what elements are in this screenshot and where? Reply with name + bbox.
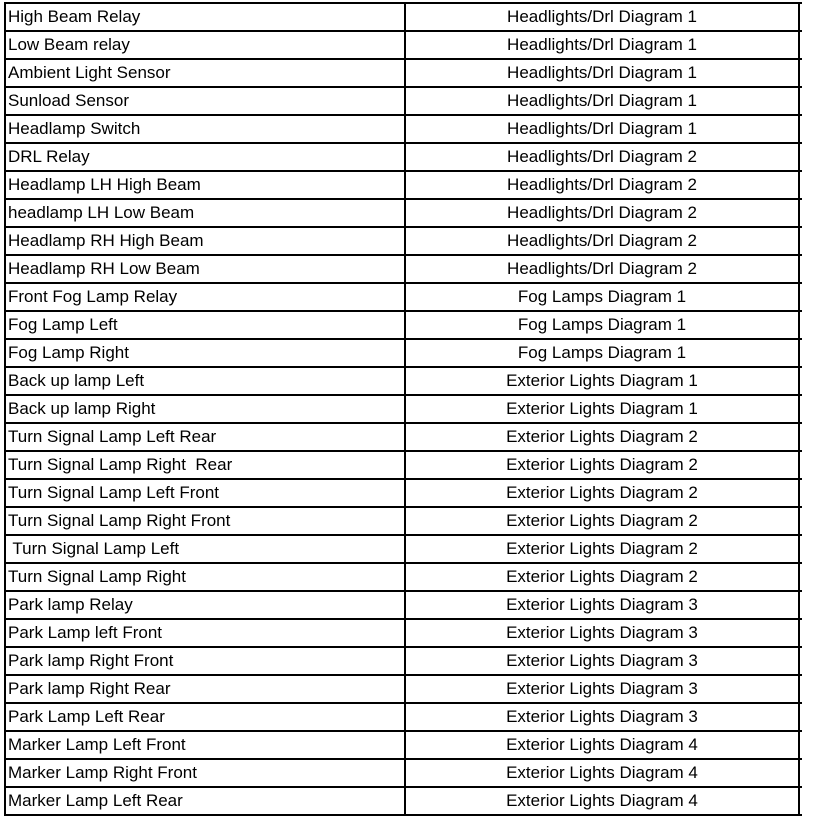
table-row xyxy=(6,228,802,256)
component-cell: headlamp LH Low Beam xyxy=(6,200,406,226)
component-cell: Headlamp LH High Beam xyxy=(6,172,406,198)
diagram-cell: Exterior Lights Diagram 4 xyxy=(406,732,800,758)
diagram-cell: Headlights/Drl Diagram 1 xyxy=(406,116,800,142)
diagram-cell: Exterior Lights Diagram 2 xyxy=(406,536,800,562)
diagram-cell: Exterior Lights Diagram 2 xyxy=(406,424,800,450)
table-row xyxy=(6,704,802,732)
component-cell: DRL Relay xyxy=(6,144,406,170)
diagram-cell: Exterior Lights Diagram 2 xyxy=(406,508,800,534)
diagram-cell: Exterior Lights Diagram 3 xyxy=(406,592,800,618)
diagram-cell: Fog Lamps Diagram 1 xyxy=(406,340,800,366)
diagram-cell: Headlights/Drl Diagram 1 xyxy=(406,60,800,86)
table-row xyxy=(6,536,802,564)
component-cell: Turn Signal Lamp Right xyxy=(6,564,406,590)
component-cell: Low Beam relay xyxy=(6,32,406,58)
diagram-cell: Exterior Lights Diagram 3 xyxy=(406,676,800,702)
table-row xyxy=(6,480,802,508)
component-cell: Marker Lamp Left Front xyxy=(6,732,406,758)
table-row xyxy=(6,676,802,704)
component-cell: Turn Signal Lamp Left xyxy=(6,536,406,562)
component-location-table xyxy=(4,2,802,816)
table-row xyxy=(6,368,802,396)
diagram-cell: Exterior Lights Diagram 1 xyxy=(406,396,800,422)
table-row xyxy=(6,396,802,424)
component-cell: Headlamp RH Low Beam xyxy=(6,256,406,282)
component-cell: Fog Lamp Left xyxy=(6,312,406,338)
diagram-cell: Headlights/Drl Diagram 2 xyxy=(406,200,800,226)
component-cell: Marker Lamp Left Rear xyxy=(6,788,406,814)
table-row xyxy=(6,424,802,452)
diagram-cell: Exterior Lights Diagram 2 xyxy=(406,564,800,590)
diagram-cell: Fog Lamps Diagram 1 xyxy=(406,312,800,338)
table-row xyxy=(6,340,802,368)
component-cell: Park Lamp left Front xyxy=(6,620,406,646)
diagram-cell: Headlights/Drl Diagram 2 xyxy=(406,172,800,198)
table-row xyxy=(6,144,802,172)
diagram-cell: Headlights/Drl Diagram 1 xyxy=(406,32,800,58)
diagram-cell: Exterior Lights Diagram 2 xyxy=(406,480,800,506)
component-cell: Headlamp RH High Beam xyxy=(6,228,406,254)
diagram-cell: Exterior Lights Diagram 4 xyxy=(406,788,800,814)
component-cell: Turn Signal Lamp Right Rear xyxy=(6,452,406,478)
table-row xyxy=(6,564,802,592)
component-cell: Park lamp Right Rear xyxy=(6,676,406,702)
diagram-cell: Headlights/Drl Diagram 2 xyxy=(406,228,800,254)
diagram-cell: Exterior Lights Diagram 3 xyxy=(406,620,800,646)
component-cell: Park Lamp Left Rear xyxy=(6,704,406,730)
table-row xyxy=(6,760,802,788)
component-cell: High Beam Relay xyxy=(6,4,406,30)
component-cell: Park lamp Relay xyxy=(6,592,406,618)
table-row xyxy=(6,116,802,144)
table-row xyxy=(6,4,802,32)
diagram-cell: Exterior Lights Diagram 2 xyxy=(406,452,800,478)
component-cell: Back up lamp Right xyxy=(6,396,406,422)
diagram-cell: Exterior Lights Diagram 3 xyxy=(406,648,800,674)
table-row xyxy=(6,648,802,676)
table-row xyxy=(6,60,802,88)
component-cell: Front Fog Lamp Relay xyxy=(6,284,406,310)
component-cell: Headlamp Switch xyxy=(6,116,406,142)
component-cell: Sunload Sensor xyxy=(6,88,406,114)
table-row xyxy=(6,200,802,228)
table-row xyxy=(6,592,802,620)
diagram-cell: Headlights/Drl Diagram 1 xyxy=(406,88,800,114)
diagram-cell: Exterior Lights Diagram 4 xyxy=(406,760,800,786)
table-row xyxy=(6,732,802,760)
component-cell: Marker Lamp Right Front xyxy=(6,760,406,786)
diagram-cell: Exterior Lights Diagram 3 xyxy=(406,704,800,730)
diagram-cell: Exterior Lights Diagram 1 xyxy=(406,368,800,394)
component-cell: Turn Signal Lamp Left Front xyxy=(6,480,406,506)
table-row xyxy=(6,620,802,648)
component-cell: Turn Signal Lamp Left Rear xyxy=(6,424,406,450)
table-row xyxy=(6,284,802,312)
component-cell: Fog Lamp Right xyxy=(6,340,406,366)
table-row xyxy=(6,88,802,116)
table-row xyxy=(6,256,802,284)
table-row xyxy=(6,172,802,200)
diagram-cell: Fog Lamps Diagram 1 xyxy=(406,284,800,310)
component-cell: Turn Signal Lamp Right Front xyxy=(6,508,406,534)
table-row xyxy=(6,32,802,60)
diagram-cell: Headlights/Drl Diagram 1 xyxy=(406,4,800,30)
table-row xyxy=(6,788,802,816)
component-cell: Park lamp Right Front xyxy=(6,648,406,674)
component-cell: Back up lamp Left xyxy=(6,368,406,394)
diagram-cell: Headlights/Drl Diagram 2 xyxy=(406,256,800,282)
diagram-cell: Headlights/Drl Diagram 2 xyxy=(406,144,800,170)
table-row xyxy=(6,508,802,536)
table-row xyxy=(6,312,802,340)
table-row xyxy=(6,452,802,480)
component-cell: Ambient Light Sensor xyxy=(6,60,406,86)
